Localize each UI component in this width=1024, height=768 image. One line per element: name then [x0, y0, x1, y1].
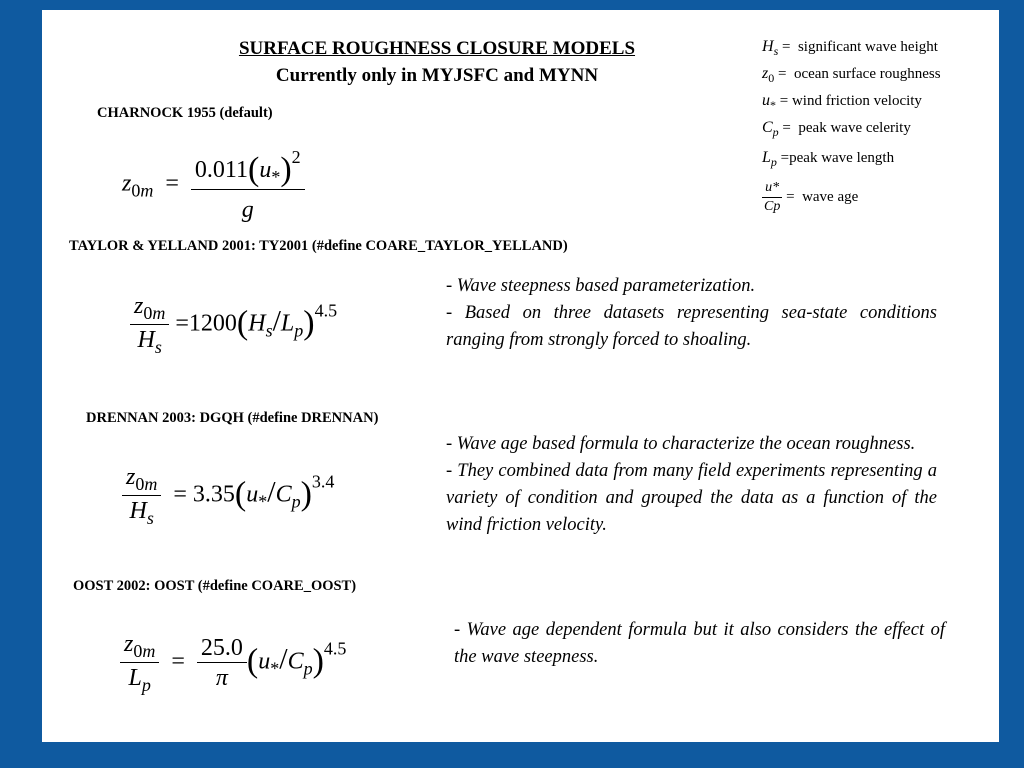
legend-peak-wave-celerity: $C_p$ = peak wave celerity: [762, 119, 911, 139]
wave-age-fraction: $\frac{u*}{Cp}$: [764, 180, 781, 214]
legend-significant-wave-height: $H_s$ = significant wave height: [762, 38, 938, 58]
section-heading-taylor-yelland: TAYLOR & YELLAND 2001: TY2001 (#define COARE_TAYLOR_YELLAND): [69, 238, 568, 254]
section-heading-charnock: CHARNOCK 1955 (default): [97, 105, 273, 121]
legend-wave-age: $\frac{u*}{Cp}$ = wave age: [764, 180, 859, 214]
formula-charnock: $z_{0m}$ = $\frac{0.011(u_*)^2}{g}$: [122, 148, 305, 222]
legend-peak-wave-length: $L_p$ =peak wave length: [762, 149, 895, 169]
description-drennan: - Wave age based formula to characterize the ocean roughness. - They combined data from many field experiments representing a variety of condition and grouped the data as a function of the wind friction velocity.: [446, 434, 937, 535]
formula-taylor-yelland: $\frac{z_{0m}}{H_s}$ $=1200(H_s/L_p)^{4.5}$: [130, 294, 337, 356]
legend-wind-friction-velocity: $u_*$ = wind friction velocity: [762, 92, 922, 112]
slide-subtitle: Currently only in MYJSFC and MYNN: [275, 65, 599, 86]
formula-drennan: $\frac{z_{0m}}{H_s}$ = $3.35(u_*/C_p)^{3.4}$: [122, 465, 334, 527]
formula-oost: $\frac{z_{0m}}{L_p}$ = $\frac{25.0}{\pi}$ $(u_*/C_p)^{4.5}$: [120, 632, 346, 694]
slide-title: SURFACE ROUGHNESS CLOSURE MODELS: [238, 38, 636, 59]
description-taylor-yelland: - Wave steepness based parameterization. - Based on three datasets representing sea-state conditions ranging from strongly forced to shoaling.: [446, 276, 937, 350]
legend-ocean-surface-roughness: $z_0$ = ocean surface roughness: [762, 65, 941, 85]
section-heading-drennan: DRENNAN 2003: DGQH (#define DRENNAN): [86, 410, 379, 426]
section-heading-oost: OOST 2002: OOST (#define COARE_OOST): [73, 578, 357, 594]
slide-content: [42, 10, 999, 742]
description-oost: - Wave age dependent formula but it also considers the effect of the wave steepness.: [454, 620, 945, 667]
